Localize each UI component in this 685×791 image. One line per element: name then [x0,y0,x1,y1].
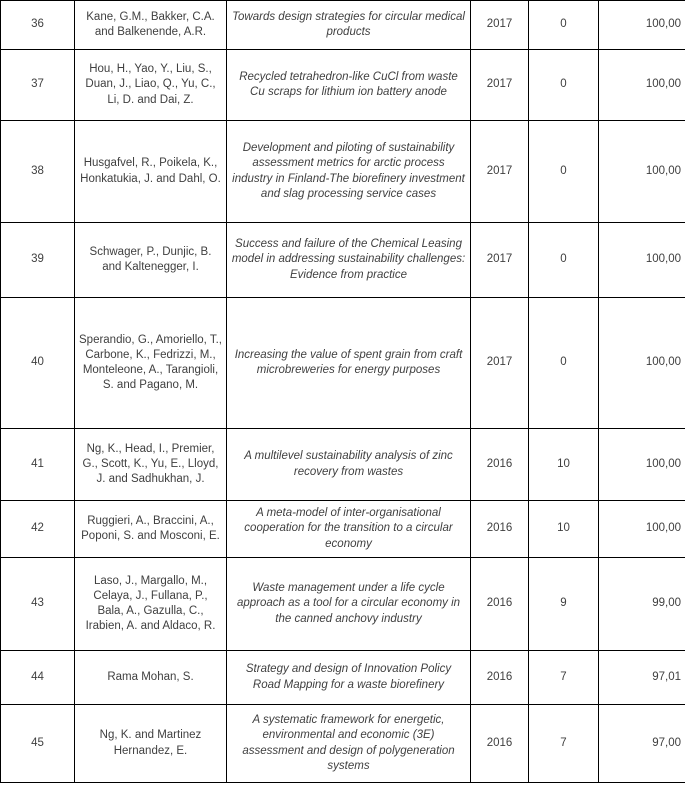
year-cell: 2017 [471,50,529,121]
title-cell: Towards design strategies for circular medical products [227,1,471,50]
authors-cell: Hou, H., Yao, Y., Liu, S., Duan, J., Liao, Q., Yu, C., Li, D. and Dai, Z. [75,50,227,121]
row-number-cell: 42 [1,501,75,558]
table-row [1,651,685,705]
score-cell: 100,00 [599,429,685,501]
citations-cell: 7 [529,651,599,705]
citations-cell: 0 [529,1,599,50]
table-row [1,501,685,558]
citations-cell: 9 [529,558,599,651]
title-cell: Development and piloting of sustainability assessment metrics for arctic process industry in Finland-The biorefinery investment and slag processing service cases [227,121,471,223]
row-number-cell: 38 [1,121,75,223]
authors-cell: Husgafvel, R., Poikela, K., Honkatukia, J. and Dahl, O. [75,121,227,223]
row-number-cell: 36 [1,1,75,50]
table-row [1,223,685,298]
score-cell: 99,00 [599,558,685,651]
title-cell: A systematic framework for energetic, environmental and economic (3E) assessment and design of polygeneration systems [227,705,471,783]
row-number-cell: 39 [1,223,75,298]
year-cell: 2017 [471,298,529,429]
row-number-cell: 45 [1,705,75,783]
table-row [1,705,685,783]
authors-cell: Kane, G.M., Bakker, C.A. and Balkenende, A.R. [75,1,227,50]
table-row [1,50,685,121]
row-number-cell: 41 [1,429,75,501]
year-cell: 2017 [471,121,529,223]
score-cell: 100,00 [599,298,685,429]
title-cell: Waste management under a life cycle approach as a tool for a circular economy in the canned anchovy industry [227,558,471,651]
authors-cell: Schwager, P., Dunjic, B. and Kaltenegger, I. [75,223,227,298]
citations-cell: 0 [529,223,599,298]
citations-cell: 10 [529,501,599,558]
year-cell: 2017 [471,1,529,50]
table-row [1,121,685,223]
table-row [1,558,685,651]
authors-cell: Ng, K. and Martinez Hernandez, E. [75,705,227,783]
row-number-cell: 40 [1,298,75,429]
title-cell: A multilevel sustainability analysis of zinc recovery from wastes [227,429,471,501]
row-number-cell: 43 [1,558,75,651]
row-number-cell: 44 [1,651,75,705]
authors-cell: Ng, K., Head, I., Premier, G., Scott, K., Yu, E., Lloyd, J. and Sadhukhan, J. [75,429,227,501]
title-cell: Strategy and design of Innovation Policy Road Mapping for a waste biorefinery [227,651,471,705]
year-cell: 2016 [471,651,529,705]
score-cell: 100,00 [599,1,685,50]
authors-cell: Sperandio, G., Amoriello, T., Carbone, K., Fedrizzi, M., Monteleone, A., Tarangioli, S. and Pagano, M. [75,298,227,429]
score-cell: 100,00 [599,501,685,558]
score-cell: 100,00 [599,50,685,121]
year-cell: 2016 [471,429,529,501]
title-cell: Recycled tetrahedron-like CuCl from waste Cu scraps for lithium ion battery anode [227,50,471,121]
table-row [1,429,685,501]
citations-cell: 10 [529,429,599,501]
score-cell: 97,00 [599,705,685,783]
year-cell: 2017 [471,223,529,298]
year-cell: 2016 [471,705,529,783]
citations-cell: 0 [529,50,599,121]
citation-table-body [1,1,685,783]
title-cell: A meta-model of inter-organisational cooperation for the transition to a circular economy [227,501,471,558]
title-cell: Success and failure of the Chemical Leasing model in addressing sustainability challenges: Evidence from practice [227,223,471,298]
authors-cell: Laso, J., Margallo, M., Celaya, J., Fullana, P., Bala, A., Gazulla, C., Irabien, A. and Aldaco, R. [75,558,227,651]
table-row [1,298,685,429]
table-row [1,1,685,50]
citations-cell: 0 [529,298,599,429]
citations-cell: 7 [529,705,599,783]
authors-cell: Ruggieri, A., Braccini, A., Poponi, S. and Mosconi, E. [75,501,227,558]
title-cell: Increasing the value of spent grain from craft microbreweries for energy purposes [227,298,471,429]
authors-cell: Rama Mohan, S. [75,651,227,705]
score-cell: 100,00 [599,121,685,223]
year-cell: 2016 [471,558,529,651]
citations-cell: 0 [529,121,599,223]
year-cell: 2016 [471,501,529,558]
row-number-cell: 37 [1,50,75,121]
score-cell: 97,01 [599,651,685,705]
score-cell: 100,00 [599,223,685,298]
